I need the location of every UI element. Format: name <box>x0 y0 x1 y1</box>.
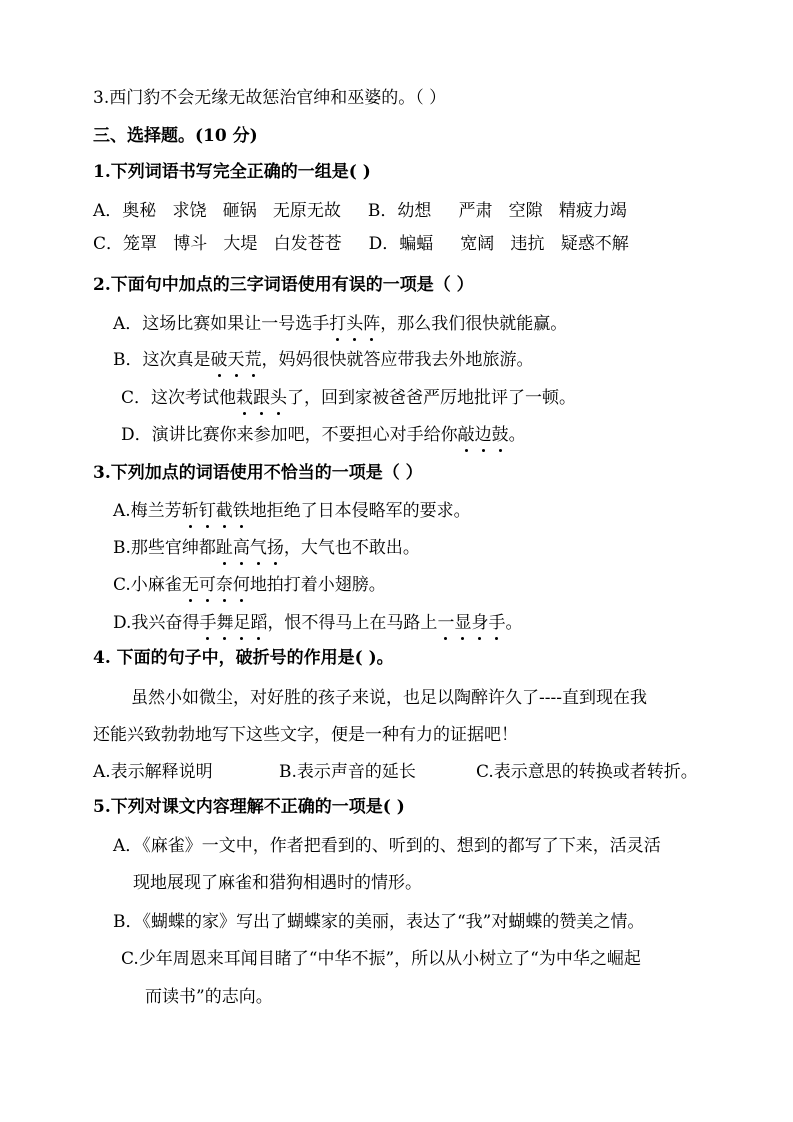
option-text: ，大气也不敢出。 <box>283 538 420 558</box>
dotted-word <box>216 538 284 558</box>
emphasis-dot <box>444 637 447 640</box>
emphasis-dot <box>223 562 226 565</box>
q4-passage: 还能兴致勃勃地写下这些文字，便是一种有力的证据吧！ <box>93 725 518 745</box>
dotted-char: 铁 <box>233 499 250 523</box>
q2-stem: 2.下面句中加点的三字词语使用有误的一项是（ ） <box>93 275 474 295</box>
dotted-char: 舞 <box>216 611 233 635</box>
q2-option-a <box>113 312 567 336</box>
q3-option-b <box>113 536 420 560</box>
dotted-char: 鼓 <box>492 423 509 447</box>
q3-option-d <box>113 611 522 635</box>
emphasis-dot <box>235 374 238 377</box>
q1-option-row: A．奥秘 求饶 砸锅 无原无故 B．幼想 严肃 空隙 精疲力竭 <box>93 201 627 221</box>
dotted-char: 扬 <box>267 536 284 560</box>
option-text: 了，回到家被爸爸严厉地批评了一顿。 <box>287 388 577 408</box>
emphasis-dot <box>478 637 481 640</box>
q3-option-a <box>113 499 471 523</box>
dotted-word <box>458 425 509 445</box>
q5-option-a: A．《麻雀》一文中，作者把看到的、听到的、想到的都写了下来，活灵活 <box>113 836 661 856</box>
emphasis-dot <box>495 637 498 640</box>
dotted-char: 截 <box>216 499 233 523</box>
q4-option-c: C.表示意思的转换或者转折。 <box>476 762 698 782</box>
dotted-char: 可 <box>199 573 216 597</box>
dotted-char: 头 <box>346 312 363 336</box>
q4-option-a: A.表示解释说明 <box>93 762 213 782</box>
q3-stem: 3.下列加点的词语使用不恰当的一项是（ ） <box>93 463 423 483</box>
q4-option-b: B.表示声音的延长 <box>279 762 416 782</box>
option-text: D.我兴奋得 <box>113 613 200 633</box>
option-text: C.小麻雀 <box>113 575 182 595</box>
emphasis-dot <box>206 637 209 640</box>
emphasis-dot <box>353 338 356 341</box>
option-text: ，恨不得马上在马路上 <box>267 613 438 633</box>
option-text: D．演讲比赛你来参加吧，不要担心对手给你 <box>121 425 458 445</box>
dotted-char: 气 <box>250 536 267 560</box>
option-text: ，那么我们很快就能赢。 <box>380 314 568 334</box>
dotted-char: 斩 <box>182 499 199 523</box>
q4-passage: 虽然小如微尘，对好胜的孩子来说，也足以陶醉许久了----直到现在我 <box>131 688 647 708</box>
q1-stem: 1.下列词语书写完全正确的一组是( ) <box>93 162 371 182</box>
emphasis-dot <box>243 412 246 415</box>
emphasis-dot <box>189 599 192 602</box>
emphasis-dot <box>223 599 226 602</box>
option-text: 地拍打着小翅膀。 <box>249 575 386 595</box>
emphasis-dot <box>223 525 226 528</box>
q2-option-d <box>121 423 526 447</box>
dotted-char: 跟 <box>253 386 270 410</box>
dotted-word <box>211 350 262 370</box>
emphasis-dot <box>189 525 192 528</box>
emphasis-dot <box>206 599 209 602</box>
q3-option-c <box>113 573 386 597</box>
emphasis-dot <box>274 562 277 565</box>
emphasis-dot <box>461 637 464 640</box>
option-text: ，妈妈很快就答应带我去外地旅游。 <box>261 350 534 370</box>
dotted-char: 打 <box>329 312 346 336</box>
dotted-char: 手 <box>199 611 216 635</box>
q5-option-c-cont: 而读书”的志向。 <box>145 987 273 1007</box>
q5-option-c: C.少年周恩来耳闻目睹了“中华不振”，所以从小树立了“为中华之崛起 <box>121 949 641 969</box>
emphasis-dot <box>218 374 221 377</box>
emphasis-dot <box>240 637 243 640</box>
emphasis-dot <box>482 449 485 452</box>
emphasis-dot <box>370 338 373 341</box>
dotted-char: 高 <box>233 536 250 560</box>
q1-option-row: C．笼罩 博斗 大堤 白发苍苍 D．蝙蝠 宽阔 违抗 疑惑不解 <box>93 234 629 254</box>
emphasis-dot <box>277 412 280 415</box>
emphasis-dot <box>240 599 243 602</box>
dotted-word <box>199 613 267 633</box>
dotted-char: 荒 <box>245 348 262 372</box>
dotted-char: 无 <box>182 573 199 597</box>
dotted-char: 头 <box>270 386 287 410</box>
option-text: C．这次考试他 <box>121 388 237 408</box>
q5-option-b: B．《蝴蝶的家》写出了蝴蝶家的美丽，表达了“我”对蝴蝶的赞美之情。 <box>113 912 645 932</box>
emphasis-dot <box>240 562 243 565</box>
option-text: B.那些官绅都 <box>113 538 216 558</box>
dotted-word <box>437 613 505 633</box>
dotted-char: 阵 <box>363 312 380 336</box>
q2-option-b <box>113 348 534 372</box>
dotted-char: 足 <box>233 611 250 635</box>
dotted-char: 敲 <box>458 423 475 447</box>
dotted-word <box>182 575 250 595</box>
emphasis-dot <box>240 525 243 528</box>
dotted-word <box>236 388 287 408</box>
emphasis-dot <box>499 449 502 452</box>
dotted-char: 钉 <box>199 499 216 523</box>
q5-stem: 5.下列对课文内容理解不正确的一项是( ) <box>93 797 405 817</box>
dotted-char: 天 <box>228 348 245 372</box>
option-text: 。 <box>505 613 523 633</box>
emphasis-dot <box>252 374 255 377</box>
emphasis-dot <box>257 637 260 640</box>
q5-option-a-cont: 现地展现了麻雀和猎狗相遇时的情形。 <box>133 873 422 893</box>
section-title: 三、选择题。(10 分) <box>93 126 258 146</box>
dotted-char: 蹈 <box>250 611 267 635</box>
emphasis-dot <box>257 562 260 565</box>
dotted-char: 何 <box>233 573 250 597</box>
option-text: B．这次真是 <box>113 350 211 370</box>
dotted-char: 身 <box>471 611 488 635</box>
dotted-char: 趾 <box>216 536 233 560</box>
dotted-char: 栽 <box>236 386 253 410</box>
option-text: A.梅兰芳 <box>113 501 182 521</box>
emphasis-dot <box>223 637 226 640</box>
dotted-char: 手 <box>488 611 505 635</box>
emphasis-dot <box>336 338 339 341</box>
dotted-char: 显 <box>454 611 471 635</box>
dotted-word <box>329 314 380 334</box>
q2-option-c <box>121 386 576 410</box>
tf-question-3: 3.西门豹不会无缘无故惩治官绅和巫婆的。（ ） <box>93 88 447 108</box>
emphasis-dot <box>465 449 468 452</box>
q4-stem: 4. 下面的句子中，破折号的作用是( )。 <box>93 648 394 668</box>
option-text: 。 <box>508 425 526 445</box>
dotted-char: 奈 <box>216 573 233 597</box>
dotted-char: 边 <box>475 423 492 447</box>
option-text: A．这场比赛如果让一号选手 <box>113 314 330 334</box>
emphasis-dot <box>206 525 209 528</box>
dotted-char: 一 <box>437 611 454 635</box>
emphasis-dot <box>260 412 263 415</box>
dotted-char: 破 <box>211 348 228 372</box>
dotted-word <box>182 501 250 521</box>
option-text: 地拒绝了日本侵略军的要求。 <box>249 501 471 521</box>
